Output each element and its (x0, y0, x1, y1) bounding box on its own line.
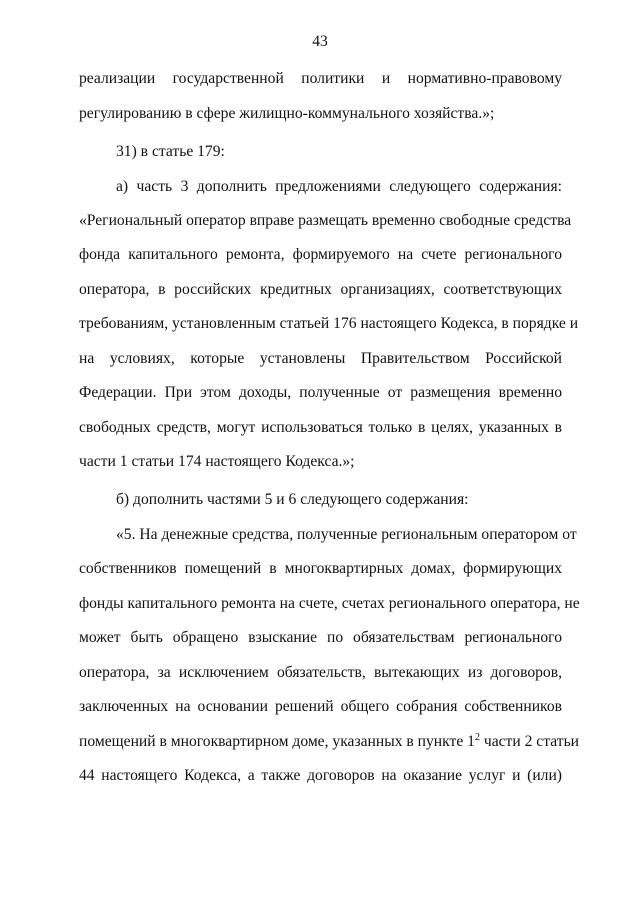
text-line-13: б) дополнить частями 5 и 6 следующего содержания: (116, 491, 469, 508)
text-line-17: может быть обращено взыскание по обязательствам регионального (79, 629, 562, 646)
text-line-8: требованиям, установленным статьей 176 настоящего Кодекса, в порядке и (79, 315, 579, 332)
text-line-12: части 1 статьи 174 настоящего Кодекса.»; (79, 453, 355, 470)
text-line-21: 44 настоящего Кодекса, а также договоров на оказание услуг и (или) (79, 767, 562, 784)
text-line-19: заключенных на основании решений общего собрания собственников (79, 698, 562, 715)
text-line-10: Федерации. При этом доходы, полученные от размещения временно (79, 384, 562, 401)
page-number: 43 (312, 33, 328, 50)
text-line-9: на условиях, которые установлены Правительством Российской (79, 350, 562, 367)
text-line-2: регулированию в сфере жилищно-коммунального хозяйства.»; (79, 105, 495, 122)
text-line-14: «5. На денежные средства, полученные региональным оператором от (116, 526, 577, 543)
text-line-16: фонды капитального ремонта на счете, счетах регионального оператора, не (79, 595, 580, 612)
superscript-two: 2 (474, 732, 480, 743)
text-line-5: «Региональный оператор вправе размещать временно свободные средства (79, 212, 572, 229)
text-line-6: фонда капитального ремонта, формируемого на счете регионального (79, 246, 562, 263)
text-line-4: а) часть 3 дополнить предложениями следующего содержания: (116, 178, 562, 195)
text-line-15: собственников помещений в многоквартирных домах, формирующих (79, 560, 562, 577)
text-line-7: оператора, в российских кредитных организациях, соответствующих (79, 281, 562, 298)
text-line-20 (79, 732, 580, 752)
text-line-20-tail: части 2 статьи (479, 733, 580, 750)
text-line-3: 31) в статье 179: (116, 143, 225, 160)
text-line-18: оператора, за исключением обязательств, вытекающих из договоров, (79, 664, 562, 681)
text-line-1: реализации государственной политики и нормативно-правовому (79, 70, 562, 87)
text-line-20-main: помещений в многоквартирном доме, указанных в пункте 1 (79, 733, 475, 750)
text-line-11: свободных средств, могут использоваться только в целях, указанных в (79, 419, 562, 436)
